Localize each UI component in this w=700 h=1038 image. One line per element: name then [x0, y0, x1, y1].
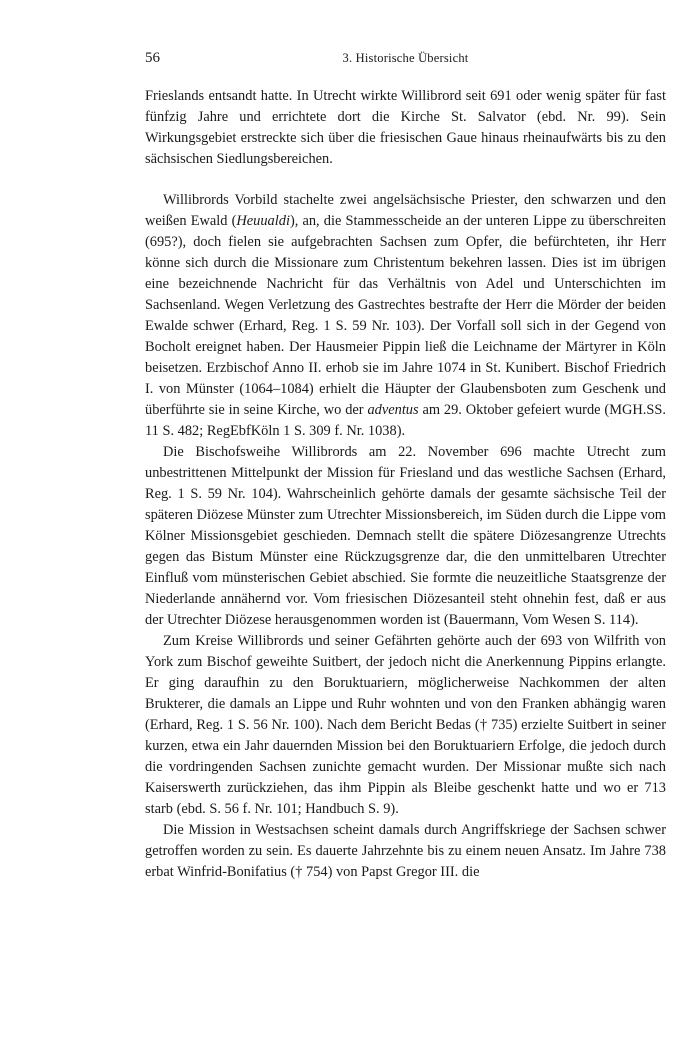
paragraph-2-italic-heuualdi: Heuualdi: [236, 213, 290, 229]
paragraph-3: Die Bischofsweihe Willibrords am 22. November 696 machte Utrecht zum unbestrittenen Mittelpunkt der Mission für Friesland und das westliche Sachsen (Erhard, Reg. 1 S. 59 Nr. 104). Wahrscheinlich gehörte damals der gesamte sächsische Teil der späteren Diözese Münster zum Utrechter Missionsbereich, im Süden durch die Lippe vom Kölner Missionsgebiet geschieden. Demnach stellt die spätere Diözesangrenze Utrechts gegen das Bistum Münster eine Rückzugsgrenze dar, die den unmittelbaren Utrechter Einfluß vom münsterischen Gebiet abschied. Sie formte die neuzeitliche Staatsgrenze der Niederlande annähernd vor. Vom friesischen Diözesanteil steht ohnehin fest, daß er aus der Utrechter Diözese herausgenommen worden ist (Bauermann, Vom Wesen S. 114).: [145, 444, 666, 628]
page-number: 56: [145, 50, 160, 66]
paragraph-2-part-3: am 29. Oktober gefeiert wurde (MGH.SS. 11 S. 482; RegEbfKöln 1 S. 309 f. Nr. 1038).: [145, 402, 666, 439]
section-title: 3. Historische Übersicht: [342, 51, 469, 65]
paragraph-2: [145, 190, 666, 442]
body-text: [145, 86, 666, 883]
paragraph-2-italic-adventus: adventus: [367, 402, 419, 418]
paragraph-1: Frieslands entsandt hatte. In Utrecht wirkte Willibrord seit 691 oder wenig später für fast fünfzig Jahre und errichtete dort die Kirche St. Salvator (ebd. Nr. 99). Sein Wirkungsgebiet erstreckte sich über die friesischen Gaue hinaus rheinaufwärts bis zu den sächsischen Siedlungsbereichen.: [145, 88, 666, 167]
paragraph-2-part-1: Willibrords Vorbild stachelte zwei angelsächsische Priester, den schwarzen und den weißen Ewald (: [145, 192, 666, 229]
paragraph-2-part-2: ), an, die Stammesscheide an der unteren Lippe zu überschreiten (695?), doch fielen sie aufgebrachten Sachsen zum Opfer, die befürchteten, ihr Herr könne sich durch die Missionare zum Christentum bekehren lassen. Dies ist im übrigen eine bezeichnende Nachricht für das Verhältnis von Adel und Unterschichten im Sachsenland. Wegen Verletzung des Gastrechtes bestrafte der Herr die Mörder der beiden Ewalde schwer (Erhard, Reg. 1 S. 59 Nr. 103). Der Vorfall soll sich in der Gegend von Bocholt ereignet haben. Der Hausmeier Pippin ließ die Leichname der Märtyrer in Köln beisetzen. Erzbischof Anno II. erhob sie im Jahre 1074 in St. Kunibert. Bischof Friedrich I. von Münster (1064–1084) erhielt die Häupter der Glaubensboten zum Geschenk und überführte sie in seine Kirche, wo der: [145, 213, 666, 418]
book-page: [145, 50, 666, 883]
paragraph-5: Die Mission in Westsachsen scheint damals durch Angriffskriege der Sachsen schwer getroffen worden zu sein. Es dauerte Jahrzehnte bis zu einem neuen Ansatz. Im Jahre 738 erbat Winfrid-Bonifatius († 754) von Papst Gregor III. die: [145, 822, 666, 880]
paragraph-4: Zum Kreise Willibrords und seiner Gefährten gehörte auch der 693 von Wilfrith von York zum Bischof geweihte Suitbert, der jedoch nicht die Anerkennung Pippins erlangte. Er ging daraufhin zu den Boruktuariern, möglicherweise Nachkommen der alten Brukterer, die damals an Lippe und Ruhr wohnten und von den Franken abhängig waren (Erhard, Reg. 1 S. 56 Nr. 100). Nach dem Bericht Bedas († 735) erzielte Suitbert in seiner kurzen, etwa ein Jahr dauernden Mission bei den Boruktuariern Erfolge, die jedoch durch die vordringenden Sachsen zunichte gemacht wurden. Der Missionar mußte sich nach Kaiserswerth zurückziehen, das ihm Pippin als Bleibe geschenkt hatte und wo er 713 starb (ebd. S. 56 f. Nr. 101; Handbuch S. 9).: [145, 633, 666, 817]
running-head: [145, 50, 666, 72]
